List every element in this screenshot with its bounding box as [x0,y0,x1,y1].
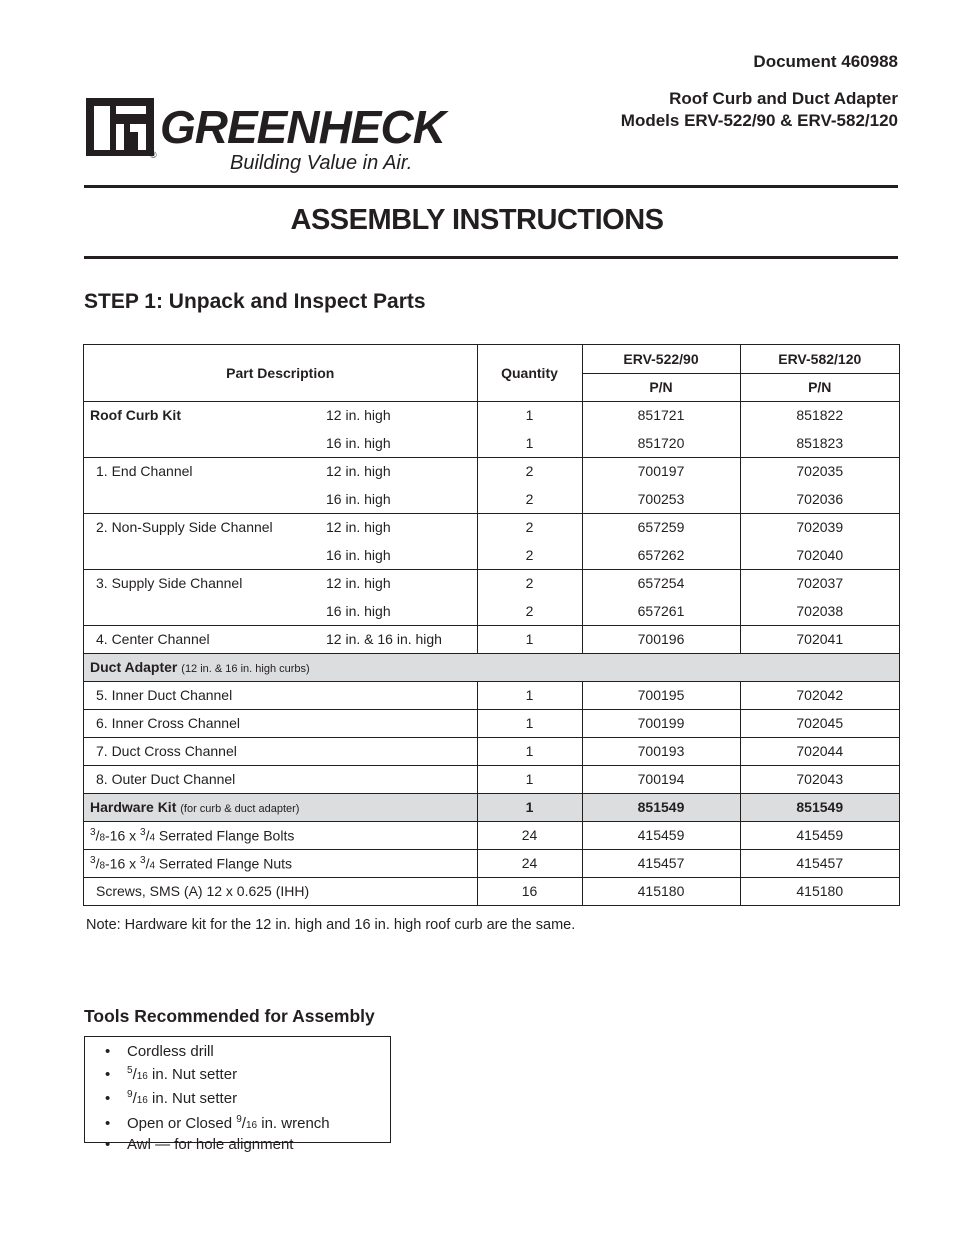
table-row [84,709,899,737]
part-label-text: Serrated Flange Nuts [155,855,293,872]
size-cell: 16 in. high [326,490,391,507]
qty-cell: 24 [477,821,582,849]
qty-cell: 2 [477,485,582,513]
pn-a-cell: 700194 [582,765,740,793]
pn-a-cell: 415457 [582,849,740,877]
pn-a-cell: 657262 [582,541,740,569]
empty-cell [84,485,320,513]
pn-b-cell: 702036 [740,485,899,513]
pn-a-cell: 657254 [582,569,740,597]
qty-cell: 1 [477,401,582,429]
part-label-text: Serrated Flange Bolts [155,827,295,844]
tool-text: in. Nut setter [147,1090,238,1108]
duct-adapter-section-row [84,653,899,681]
size-cell: 16 in. high [326,434,391,451]
header-pn-a: P/N [582,373,740,401]
hardware-note: Note: Hardware kit for the 12 in. high and 16 in. high roof curb are the same. [86,917,576,933]
qty-cell: 1 [477,681,582,709]
duct-adapter-label: Duct Adapter [90,659,178,675]
header-quantity: Quantity [477,345,582,401]
qty-cell: 2 [477,597,582,625]
pn-a-cell: 657259 [582,513,740,541]
fraction-denominator: 8 [99,832,106,844]
pn-b-cell: 851823 [740,429,899,457]
hardware-kit-row [84,793,899,821]
fraction-numerator: 5 [127,1064,133,1076]
pn-b-cell: 702039 [740,513,899,541]
pn-a-cell: 851549 [582,793,740,821]
pn-b-cell: 702037 [740,569,899,597]
pn-a-cell: 851720 [582,429,740,457]
logo-registered: ® [150,150,157,160]
fraction-denominator: 4 [149,860,156,872]
pn-a-cell: 700195 [582,681,740,709]
fraction-numerator: 3 [140,826,146,838]
pn-a-cell: 415459 [582,821,740,849]
qty-cell: 1 [477,429,582,457]
pn-b-cell: 851549 [740,793,899,821]
list-item: • $^5$/16 in. Nut setter [105,1062,390,1087]
part-label-text: -16 x [105,855,141,872]
part-label: $^3$/8-16 x $^3$/4 Serrated Flange Nuts [84,849,477,877]
table-row [84,625,899,653]
part-label: 6. Inner Cross Channel [84,709,477,737]
qty-cell: 2 [477,541,582,569]
qty-cell: 1 [477,765,582,793]
fraction-numerator: 3 [90,854,96,866]
tool-text: in. wrench [257,1115,330,1133]
fraction-denominator: 8 [99,860,106,872]
roof-curb-kit-label: Roof Curb Kit [84,401,320,429]
empty-cell [84,597,320,625]
table-row [84,541,899,569]
table-row [84,569,899,597]
duct-adapter-note: (12 in. & 16 in. high curbs) [181,663,310,675]
qty-cell: 2 [477,457,582,485]
pn-b-cell: 851822 [740,401,899,429]
greenheck-logo-mark-icon [84,96,156,158]
table-row [84,457,899,485]
table-row [84,849,899,877]
table-row [84,765,899,793]
table-row [84,681,899,709]
part-label-text: -16 x [105,827,141,844]
fraction-denominator: 16 [136,1070,148,1082]
tool-text: Awl — for hole alignment [127,1135,294,1153]
pn-b-cell: 702045 [740,709,899,737]
logo-tagline: Building Value in Air. [230,152,413,174]
document-subtitle [621,88,898,132]
pn-a-cell: 700253 [582,485,740,513]
pn-a-cell: 415180 [582,877,740,905]
document-number: Document 460988 [753,52,898,71]
tools-title: Tools Recommended for Assembly [84,1006,375,1026]
empty-cell [84,429,320,457]
pn-b-cell: 415180 [740,877,899,905]
list-item: • $^9$/16 in. Nut setter [105,1086,390,1111]
pn-b-cell: 702038 [740,597,899,625]
qty-cell: 24 [477,849,582,877]
tools-list [105,1043,390,1155]
pn-b-cell: 702040 [740,541,899,569]
pn-a-cell: 700196 [582,625,740,653]
fraction-denominator: 16 [245,1120,258,1132]
part-label: 8. Outer Duct Channel [84,765,477,793]
fraction-numerator: 9 [236,1114,242,1126]
pn-a-cell: 657261 [582,597,740,625]
pn-a-cell: 851721 [582,401,740,429]
qty-cell: 1 [477,625,582,653]
fraction-numerator: 3 [90,826,96,838]
tool-text: Open or Closed [127,1115,237,1133]
size-cell: 12 in. high [320,457,477,485]
part-label: 7. Duct Cross Channel [84,737,477,765]
part-label: 1. End Channel [84,457,320,485]
part-label: Screws, SMS (A) 12 x 0.625 (IHH) [84,877,477,905]
tools-list-box [84,1036,391,1153]
header-part-description: Part Description [226,364,335,381]
subtitle-line-1: Roof Curb and Duct Adapter [669,89,898,108]
table-row [84,737,899,765]
table-row [84,485,899,513]
header-pn-b: P/N [740,373,899,401]
size-cell: 12 in. high [320,569,477,597]
table-row [84,429,899,457]
hardware-kit-label: Hardware Kit [90,799,177,815]
size-cell: 16 in. high [326,602,391,619]
hardware-kit-note: (for curb & duct adapter) [180,803,300,815]
part-label: 3. Supply Side Channel [84,569,320,597]
hardware-kit-label-cell [84,793,477,821]
list-item [105,1136,390,1155]
parts-table [84,345,899,905]
pn-a-cell: 700193 [582,737,740,765]
pn-b-cell: 702035 [740,457,899,485]
table-row [84,877,899,905]
part-label: 5. Inner Duct Channel [84,681,477,709]
qty-cell: 2 [477,569,582,597]
pn-b-cell: 702042 [740,681,899,709]
tool-text: Cordless drill [127,1043,214,1060]
table-row [84,401,899,429]
list-item [105,1043,390,1062]
empty-cell [84,541,320,569]
qty-cell: 16 [477,877,582,905]
step-title: STEP 1: Unpack and Inspect Parts [84,290,426,313]
fraction-numerator: 9 [127,1089,133,1101]
table-row [84,597,899,625]
table-header-row [84,345,899,373]
pn-a-cell: 700199 [582,709,740,737]
size-cell: 12 in. & 16 in. high [320,625,477,653]
header-model-b: ERV-582/120 [740,345,899,373]
duct-adapter-label-cell [84,653,899,681]
pn-b-cell: 415457 [740,849,899,877]
table-row [84,513,899,541]
part-label: 4. Center Channel [84,625,320,653]
size-cell: 16 in. high [326,546,391,563]
qty-cell: 1 [477,709,582,737]
greenheck-logo [84,96,445,180]
header-model-a: ERV-522/90 [582,345,740,373]
header-divider-top [84,185,898,188]
fraction-denominator: 16 [136,1095,148,1107]
qty-cell: 1 [477,737,582,765]
table-row [84,821,899,849]
pn-b-cell: 702041 [740,625,899,653]
list-item: • Open or Closed $^9$/16 in. wrench [105,1111,390,1136]
pn-b-cell: 702043 [740,765,899,793]
logo-wordmark: GREENHECK [160,101,445,153]
fraction-numerator: 3 [140,854,146,866]
qty-cell: 1 [477,793,582,821]
pn-b-cell: 702044 [740,737,899,765]
part-label: $^3$/8-16 x $^3$/4 Serrated Flange Bolts [84,821,477,849]
subtitle-line-2: Models ERV-522/90 & ERV-582/120 [620,111,898,130]
page-title: ASSEMBLY INSTRUCTIONS [290,204,664,236]
pn-b-cell: 415459 [740,821,899,849]
qty-cell: 2 [477,513,582,541]
fraction-denominator: 4 [149,832,156,844]
part-label: 2. Non-Supply Side Channel [84,513,320,541]
pn-a-cell: 700197 [582,457,740,485]
header-divider-bottom [84,256,898,259]
tool-text: in. Nut setter [147,1065,238,1083]
size-cell: 12 in. high [320,401,477,429]
size-cell: 12 in. high [320,513,477,541]
